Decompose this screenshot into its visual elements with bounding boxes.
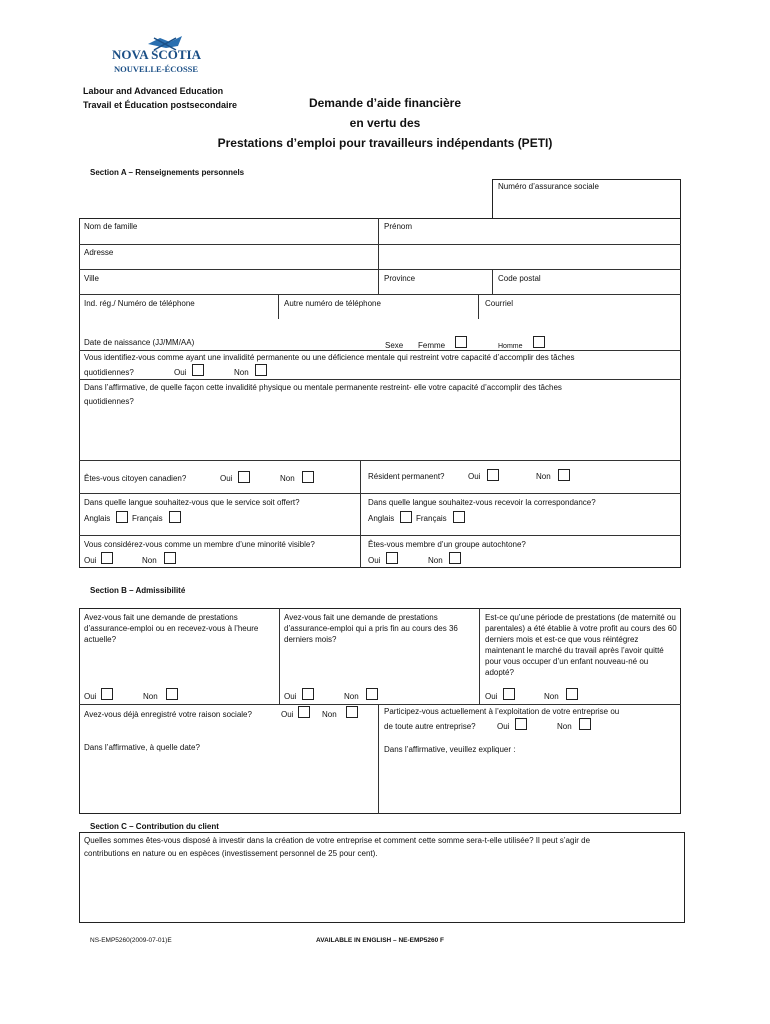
date-question: Dans l’affirmative, à quelle date?	[84, 743, 200, 752]
b-question-3: Est-ce qu’une période de prestations (de maternité ou parentales) a été établie à votre profit au cours des 60 derniers mois et est-ce que vous réintégrez maintenant le marché du travail après l’avoir quitté pour vous occuper d’un enfant nouveau-né ou adopté?	[485, 613, 677, 677]
b3-oui-checkbox[interactable]	[503, 688, 515, 700]
raison-oui-label: Oui	[281, 710, 294, 719]
affirmative-question: Dans l’affirmative, de quelle façon cette invalidité physique ou mentale permanente restreint- elle votre capacité d’accomplir des tâches	[84, 383, 562, 392]
b2-non-checkbox[interactable]	[366, 688, 378, 700]
homme-checkbox[interactable]	[533, 336, 545, 348]
dept-english: Labour and Advanced Education	[83, 86, 224, 96]
sin-label: Numéro d’assurance sociale	[498, 182, 599, 191]
invalidite-oui-label: Oui	[174, 368, 187, 377]
b1-non-checkbox[interactable]	[166, 688, 178, 700]
autochtone-non-checkbox[interactable]	[449, 552, 461, 564]
nom-label: Nom de famille	[84, 222, 138, 231]
exploitation-oui-checkbox[interactable]	[515, 718, 527, 730]
form-title-line1: Demande d’aide financière	[308, 96, 462, 110]
corresp-francais-checkbox[interactable]	[453, 511, 465, 523]
invalidite-oui-checkbox[interactable]	[192, 364, 204, 376]
langue-service-question: Dans quelle langue souhaitez-vous que le service soit offert?	[84, 498, 300, 507]
available-in-english: AVAILABLE IN ENGLISH – NE-EMP5260 F	[316, 937, 444, 944]
nova-scotia-logo	[110, 34, 220, 84]
autochtone-oui-label: Oui	[368, 556, 381, 565]
autochtone-oui-checkbox[interactable]	[386, 552, 398, 564]
invalidite-non-checkbox[interactable]	[255, 364, 267, 376]
minorite-question: Vous considérez-vous comme un membre d’une minorité visible?	[84, 540, 315, 549]
b3-non-label: Non	[544, 692, 559, 701]
form-title-line3: Prestations d’emploi pour travailleurs indépendants (PETI)	[217, 136, 553, 150]
section-c-question: Quelles sommes êtes-vous disposé à investir dans la création de votre entreprise et comment cette somme sera-t-elle utilisée? Il peut s’agir de	[84, 836, 591, 845]
b-question-2: Avez-vous fait une demande de prestations d’assurance-emploi qui a pris fin au cours des 36 derniers mois?	[284, 613, 458, 644]
affirmative-question-cont: quotidiennes?	[84, 397, 134, 406]
invalidite-question-cont: quotidiennes?	[84, 368, 134, 377]
corresp-anglais-checkbox[interactable]	[400, 511, 412, 523]
section-c-heading: Section C – Contribution du client	[90, 822, 219, 831]
raison-non-checkbox[interactable]	[346, 706, 358, 718]
resident-non-label: Non	[536, 472, 551, 481]
code-postal-label: Code postal	[498, 274, 541, 283]
autochtone-non-label: Non	[428, 556, 443, 565]
sexe-label: Sexe	[385, 341, 404, 350]
b1-oui-label: Oui	[84, 692, 97, 701]
b1-non-label: Non	[143, 692, 158, 701]
b3-oui-label: Oui	[485, 692, 498, 701]
dept-french: Travail et Éducation postsecondaire	[83, 100, 238, 110]
langue-corresp-question: Dans quelle langue souhaitez-vous recevoir la correspondance?	[368, 498, 596, 507]
resident-non-checkbox[interactable]	[558, 469, 570, 481]
b1-oui-checkbox[interactable]	[101, 688, 113, 700]
corresp-francais-label: Français	[416, 514, 447, 523]
raison-non-label: Non	[322, 710, 337, 719]
service-francais-label: Français	[132, 514, 163, 523]
raison-sociale-question: Avez-vous déjà enregistré votre raison sociale?	[84, 710, 252, 719]
corresp-anglais-label: Anglais	[368, 514, 395, 523]
citoyen-oui-label: Oui	[220, 474, 233, 483]
resident-question: Résident permanent?	[368, 472, 445, 481]
invalidite-question: Vous identifiez-vous comme ayant une invalidité permanente ou une déficience mentale qui restreint votre capacité d’accomplir des tâches	[84, 353, 575, 362]
exploitation-oui-label: Oui	[497, 722, 510, 731]
exploitation-question: Participez-vous actuellement à l’exploitation de votre entreprise ou	[384, 707, 620, 716]
b-question-1: Avez-vous fait une demande de prestations d’assurance-emploi ou en recevez-vous à l’heure actuelle?	[84, 613, 259, 644]
citoyen-question: Êtes-vous citoyen canadien?	[84, 474, 187, 483]
citoyen-oui-checkbox[interactable]	[238, 471, 250, 483]
resident-oui-label: Oui	[468, 472, 481, 481]
minorite-non-label: Non	[142, 556, 157, 565]
ville-label: Ville	[84, 274, 99, 283]
section-b-heading: Section B – Admissibilité	[90, 586, 186, 595]
service-anglais-checkbox[interactable]	[116, 511, 128, 523]
province-label: Province	[384, 274, 416, 283]
b2-oui-checkbox[interactable]	[302, 688, 314, 700]
citoyen-non-label: Non	[280, 474, 295, 483]
service-francais-checkbox[interactable]	[169, 511, 181, 523]
adresse-label: Adresse	[84, 248, 114, 257]
service-anglais-label: Anglais	[84, 514, 111, 523]
form-title-line2: en vertu des	[349, 116, 421, 130]
b2-oui-label: Oui	[284, 692, 297, 701]
invalidite-non-label: Non	[234, 368, 249, 377]
expliquer-question: Dans l’affirmative, veuillez expliquer :	[384, 745, 516, 754]
minorite-oui-checkbox[interactable]	[101, 552, 113, 564]
date-naissance-label: Date de naissance (JJ/MM/AA)	[84, 338, 195, 347]
autochtone-question: Êtes-vous membre d’un groupe autochtone?	[368, 540, 526, 549]
logo-nova-scotia: NOVA SCOTIA	[112, 47, 201, 62]
minorite-non-checkbox[interactable]	[164, 552, 176, 564]
exploitation-non-label: Non	[557, 722, 572, 731]
telephone-label: Ind. rég./ Numéro de téléphone	[84, 299, 195, 308]
citoyen-non-checkbox[interactable]	[302, 471, 314, 483]
section-c-question-cont: contributions en nature ou en espèces (investissement personnel de 25 pour cent).	[84, 849, 378, 858]
form-number: NS-EMP5260(2009-07-01)E	[90, 937, 172, 944]
section-a-heading: Section A – Renseignements personnels	[90, 168, 245, 177]
exploitation-non-checkbox[interactable]	[579, 718, 591, 730]
resident-oui-checkbox[interactable]	[487, 469, 499, 481]
prenom-label: Prénom	[384, 222, 413, 231]
femme-checkbox[interactable]	[455, 336, 467, 348]
b3-non-checkbox[interactable]	[566, 688, 578, 700]
femme-label: Femme	[418, 341, 446, 350]
logo-nouvelle-ecosse: NOUVELLE-ÉCOSSE	[114, 64, 199, 74]
exploitation-question-cont: de toute autre entreprise?	[384, 722, 476, 731]
homme-label: Homme	[498, 343, 523, 350]
raison-oui-checkbox[interactable]	[298, 706, 310, 718]
b2-non-label: Non	[344, 692, 359, 701]
minorite-oui-label: Oui	[84, 556, 97, 565]
autre-telephone-label: Autre numéro de téléphone	[284, 299, 381, 308]
courriel-label: Courriel	[485, 299, 514, 308]
